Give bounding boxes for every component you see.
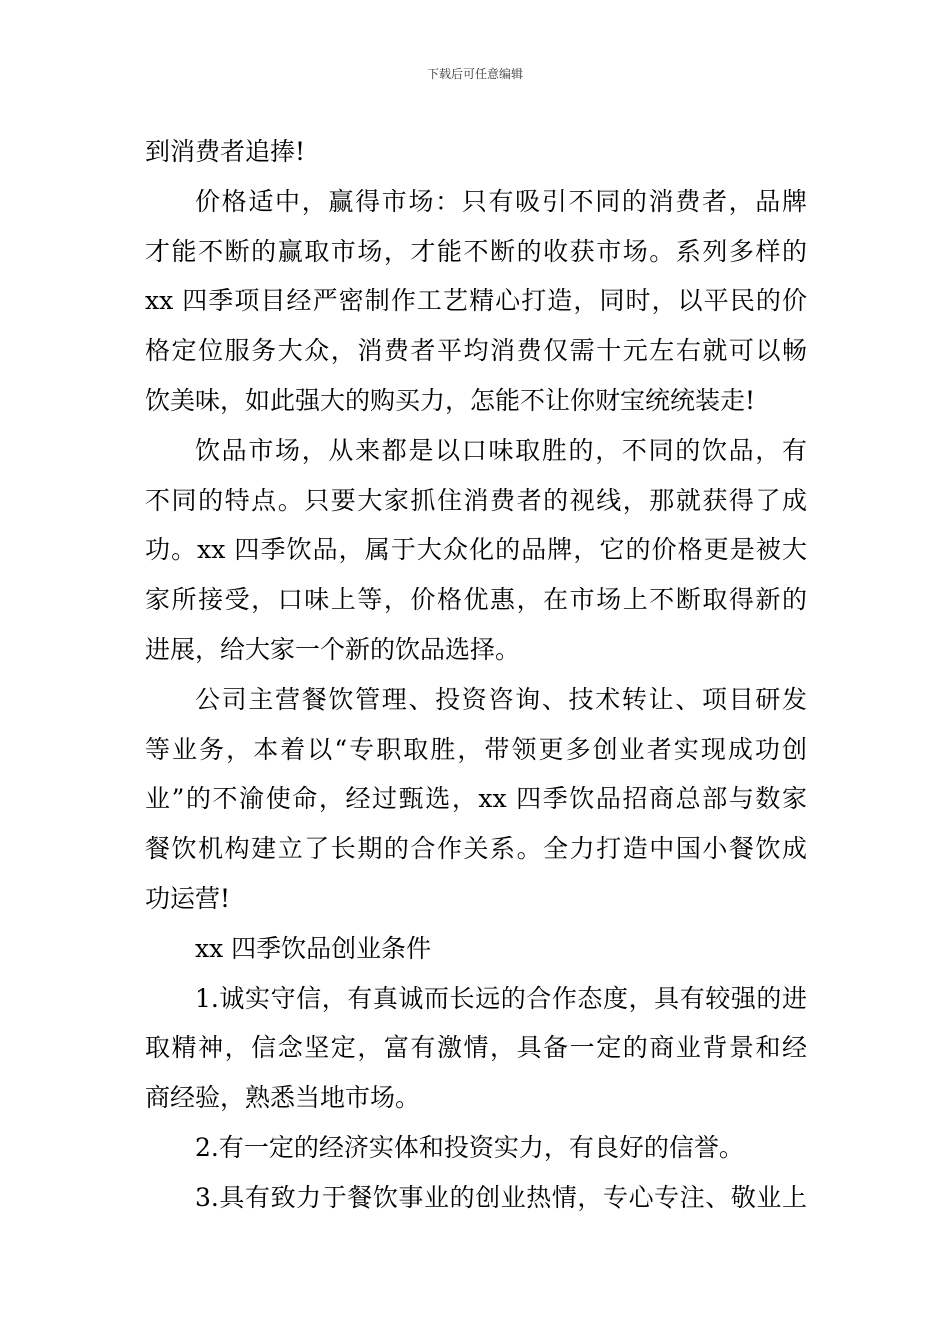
text-line: 商经验，熟悉当地市场。 — [145, 1083, 421, 1113]
paragraph-line: 饮品市场，从来都是以口味取胜的，不同的饮品，有 — [195, 435, 807, 465]
text-line: 功运营! — [145, 883, 231, 913]
paragraph-line: 价格适中，赢得市场：只有吸引不同的消费者，品牌 — [195, 186, 807, 216]
text-line: 不同的特点。只要大家抓住消费者的视线，那就获得了成 — [145, 485, 807, 515]
list-item-line: 2.有一定的经济实体和投资实力，有良好的信誉。 — [195, 1132, 744, 1162]
page-header: 下载后可任意编辑 — [426, 67, 523, 81]
text-line: 饮美味，如此强大的购买力，怎能不让你财宝统统装走! — [145, 385, 756, 415]
text-line: 进展，给大家一个新的饮品选择。 — [145, 634, 521, 664]
section-heading: xx 四季饮品创业条件 — [195, 933, 432, 963]
text-line: 餐饮机构建立了长期的合作关系。全力打造中国小餐饮成 — [145, 834, 807, 864]
text-line: xx 四季项目经严密制作工艺精心打造，同时，以平民的价 — [145, 286, 807, 316]
document-body — [145, 127, 807, 1223]
text-line: 等业务，本着以“专职取胜，带领更多创业者实现成功创 — [145, 734, 807, 764]
paragraph-line: 公司主营餐饮管理、投资咨询、技术转让、项目研发 — [195, 684, 807, 714]
text-line: 格定位服务大众，消费者平均消费仅需十元左右就可以畅 — [145, 336, 807, 366]
text-line: 才能不断的赢取市场，才能不断的收获市场。系列多样的 — [145, 236, 807, 266]
text-line: 家所接受，口味上等，价格优惠，在市场上不断取得新的 — [145, 585, 807, 615]
text-line: 到消费者追捧! — [145, 137, 306, 166]
list-item-line: 1.诚实守信，有真诚而长远的合作态度，具有较强的进 — [195, 983, 807, 1013]
list-item-line: 3.具有致力于餐饮事业的创业热情，专心专注、敬业上 — [195, 1182, 807, 1212]
text-line: 取精神，信念坚定，富有激情，具备一定的商业背景和经 — [145, 1033, 807, 1063]
text-line: 业”的不渝使命，经过甄选，xx 四季饮品招商总部与数家 — [145, 784, 807, 814]
text-line: 功。xx 四季饮品，属于大众化的品牌，它的价格更是被大 — [145, 535, 807, 565]
